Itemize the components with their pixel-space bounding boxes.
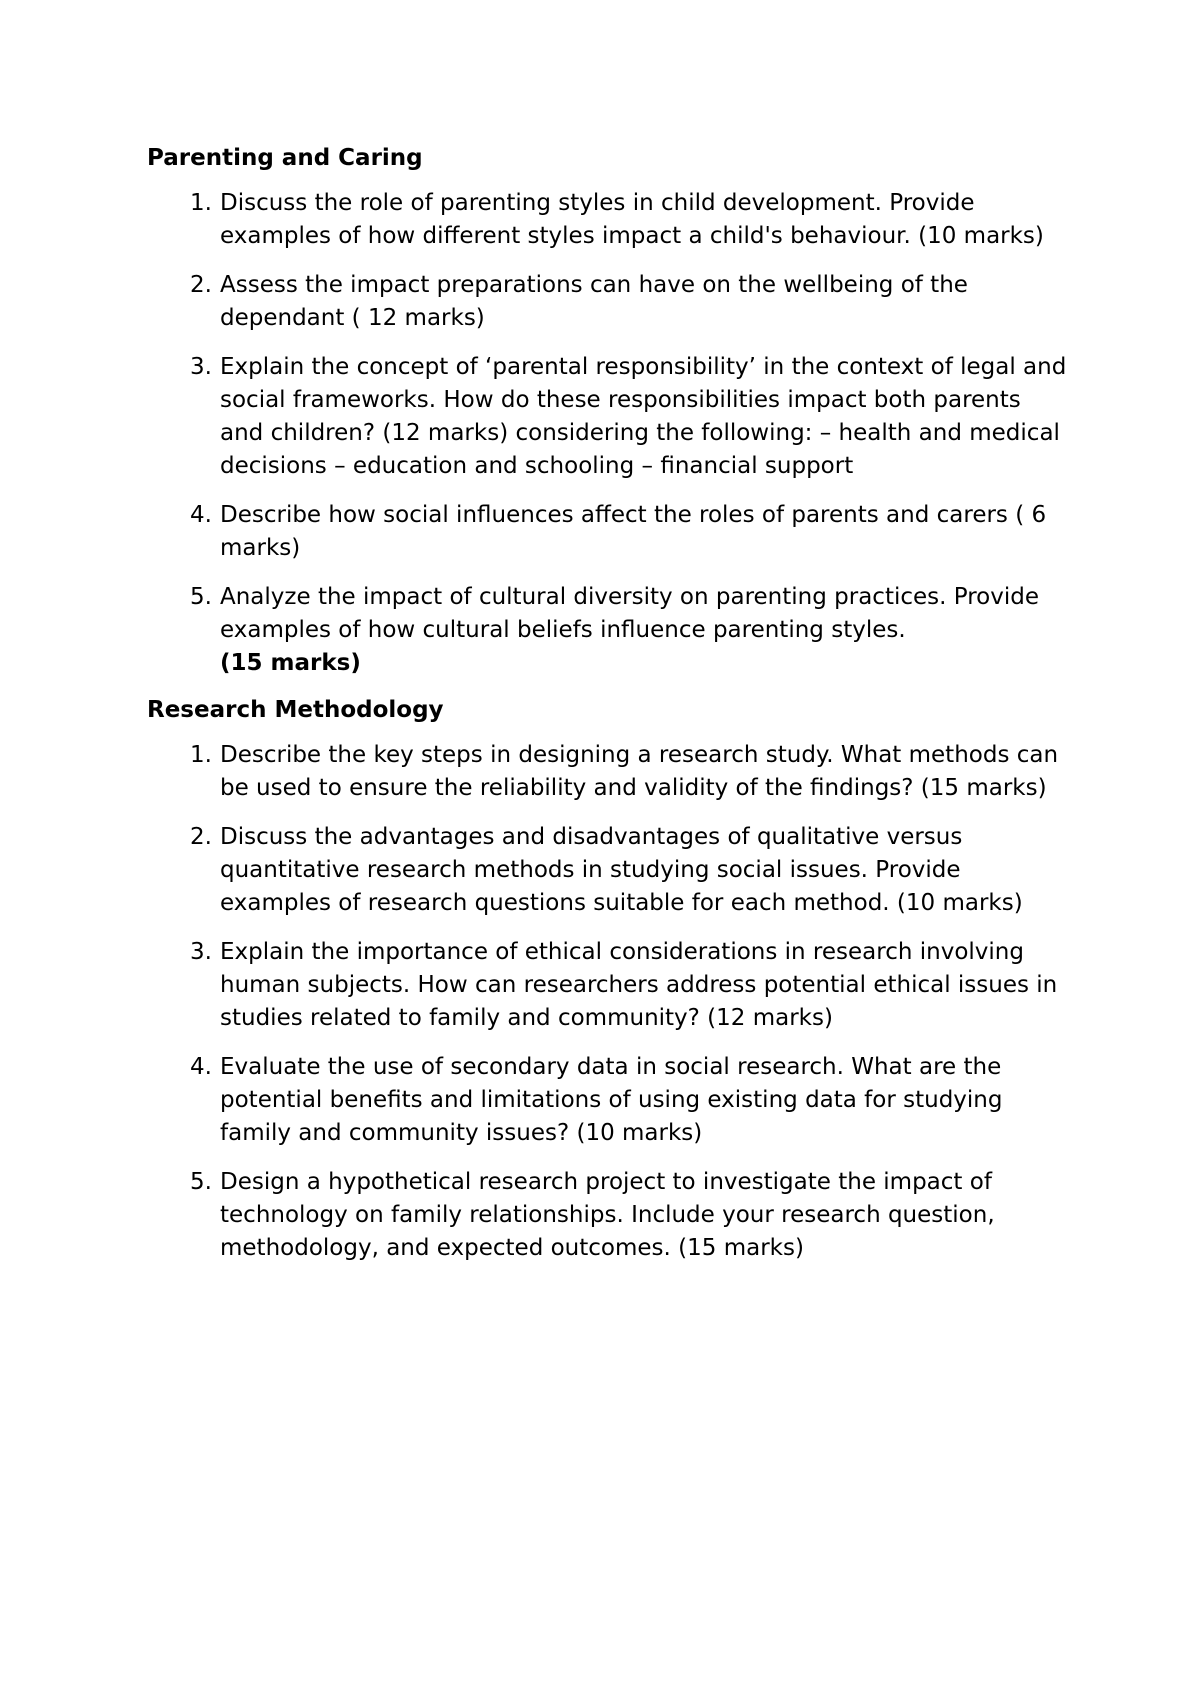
- question-number: 2.: [190, 272, 212, 298]
- question-text: Analyze the impact of cultural diversity on parenting practices. Provide examples of how cultural beliefs influence parenting styles.: [220, 584, 1039, 643]
- section-heading: Research Methodology: [147, 697, 444, 723]
- question-number: 2.: [190, 824, 212, 850]
- question-text: Describe the key steps in designing a research study. What methods can be used to ensure the reliability and validity of the findings? (15 marks): [220, 742, 1059, 801]
- section-research-methodology: [147, 694, 1067, 1265]
- question-text: Discuss the role of parenting styles in child development. Provide examples of how different styles impact a child's behaviour. (10 marks): [220, 190, 1044, 249]
- question-item: [147, 739, 1067, 805]
- question-text: Describe how social influences affect the roles of parents and carers ( 6 marks): [220, 502, 1047, 561]
- question-item: [147, 821, 1067, 920]
- question-item: [147, 1166, 1067, 1265]
- question-item: [147, 187, 1067, 253]
- question-number: 5.: [190, 584, 212, 610]
- question-text: Discuss the advantages and disadvantages of qualitative versus quantitative research methods in studying social issues. Provide examples of research questions suitable for each method. (10 marks): [220, 824, 1023, 916]
- question-item: [147, 351, 1067, 483]
- question-list: [147, 187, 1067, 680]
- question-number: 4.: [190, 502, 212, 528]
- question-item: [147, 1051, 1067, 1150]
- question-marks: (15 marks): [220, 650, 361, 676]
- question-number: 3.: [190, 939, 212, 965]
- question-text: Design a hypothetical research project to investigate the impact of technology on family relationships. Include your research question, methodology, and expected outcomes. (15 marks): [220, 1169, 995, 1261]
- question-number: 3.: [190, 354, 212, 380]
- question-item: [147, 269, 1067, 335]
- question-text: Explain the importance of ethical considerations in research involving human subjects. How can researchers address potential ethical issues in studies related to family and community? (12 marks): [220, 939, 1058, 1031]
- section-heading: Parenting and Caring: [147, 145, 423, 171]
- question-item: [147, 936, 1067, 1035]
- question-number: 5.: [190, 1169, 212, 1195]
- question-number: 4.: [190, 1054, 212, 1080]
- question-item: [147, 499, 1067, 565]
- question-list: [147, 739, 1067, 1265]
- question-text: Evaluate the use of secondary data in social research. What are the potential benefits and limitations of using existing data for studying family and community issues? (10 marks): [220, 1054, 1003, 1146]
- document-content: [147, 142, 1067, 1281]
- question-item: [147, 581, 1067, 680]
- question-text: Explain the concept of ‘parental responsibility’ in the context of legal and social frameworks. How do these responsibilities impact both parents and children? (12 marks) considering the following: – health and medical decisions – education and schooling – financial support: [220, 354, 1067, 479]
- question-number: 1.: [190, 742, 212, 768]
- section-parenting-and-caring: [147, 142, 1067, 680]
- question-text-wrapper: [220, 581, 1067, 680]
- question-text: Assess the impact preparations can have on the wellbeing of the dependant ( 12 marks): [220, 272, 968, 331]
- question-number: 1.: [190, 190, 212, 216]
